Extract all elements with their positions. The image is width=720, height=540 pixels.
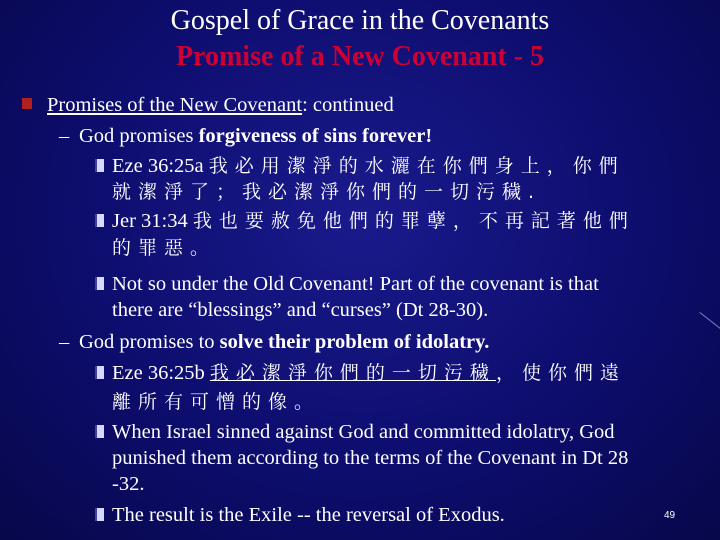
- eze-25b-line1: [112, 361, 626, 386]
- sub-bullet-icon: [95, 508, 104, 521]
- sub-bullet-icon: [95, 214, 104, 227]
- point1-bold: forgiveness of sins forever!: [198, 125, 433, 147]
- jer-cjk1: 我也要赦免他們的罪孽，不再記著他們: [192, 210, 635, 232]
- dash-marker: –: [59, 331, 70, 353]
- old-covenant-line1: Not so under the Old Covenant! Part of the covenant is that: [112, 273, 599, 295]
- eze-25b-cjk1: ，使你們遠: [495, 362, 626, 384]
- jer-line2: 的罪惡。: [112, 237, 217, 259]
- point1-prefix: God promises: [79, 125, 199, 147]
- eze-25b-cjk-underlined: 我必潔淨你們的一切污穢: [209, 362, 496, 384]
- main-bullet-text: [47, 93, 394, 118]
- sub-bullet-icon: [95, 277, 104, 290]
- eze-25a-line2: 就潔淨了；我必潔淨你們的一切污穢.: [112, 181, 542, 203]
- point2-bold: solve their problem of idolatry.: [219, 331, 490, 353]
- old-covenant-line2: there are “blessings” and “curses” (Dt 28-30).: [112, 299, 489, 321]
- slide-title: Gospel of Grace in the Covenants: [170, 5, 550, 36]
- point2-prefix: God promises to: [79, 331, 220, 353]
- point1-text: [79, 124, 432, 149]
- israel-line1: When Israel sinned against God and committed idolatry, God: [112, 421, 615, 443]
- dash-marker: –: [59, 125, 70, 147]
- israel-line3: -32.: [112, 473, 145, 495]
- decorative-line: [699, 312, 720, 331]
- sub-bullet-icon: [95, 425, 104, 438]
- bullet-square-icon: [22, 98, 32, 109]
- eze-25a-cjk1: 我必用潔淨的水灑在你們身上，你們: [208, 155, 625, 177]
- main-bullet-underlined: Promises of the New Covenant: [47, 94, 303, 116]
- main-bullet-rest: : continued: [302, 94, 394, 116]
- eze-25b-line2: 離所有可憎的像。: [112, 391, 321, 413]
- page-number: 49: [664, 510, 676, 521]
- jer-line1: [112, 209, 635, 234]
- exile-line: The result is the Exile -- the reversal of Exodus.: [112, 504, 505, 526]
- eze-25a-line1: [112, 154, 625, 179]
- eze-25a-ref: Eze 36:25a: [112, 155, 209, 177]
- point2-text: [79, 330, 489, 355]
- eze-25b-ref: Eze 36:25b: [112, 362, 210, 384]
- sub-bullet-icon: [95, 366, 104, 379]
- israel-line2: punished them according to the terms of the Covenant in Dt 28: [112, 447, 629, 469]
- jer-ref: Jer 31:34: [112, 210, 193, 232]
- sub-bullet-icon: [95, 159, 104, 172]
- slide-subtitle: Promise of a New Covenant - 5: [175, 41, 545, 72]
